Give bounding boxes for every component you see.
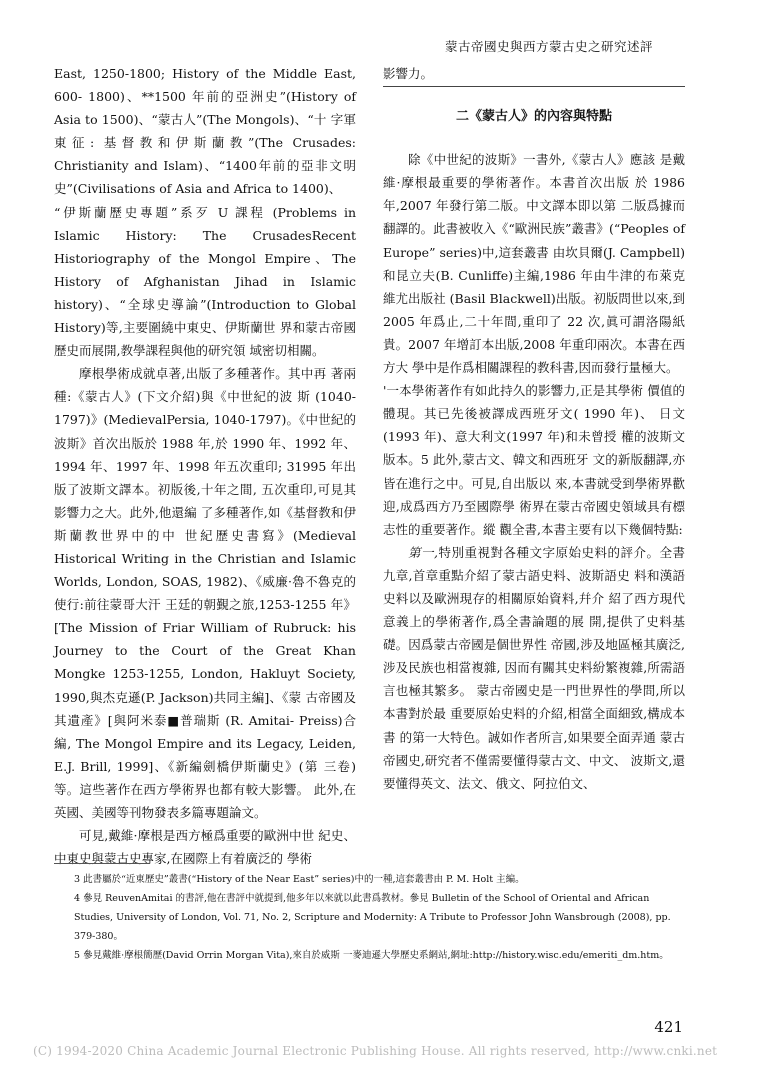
footnote-5: 5 參見戴維·摩根簡歷(David Orrin Morgan Vita),來自於威斯 一麥迪遜大學歷史系網站,網址:http://history.wisc.edu/emeriti_dm.htm。 (74, 950, 669, 961)
point-text: 特別重視對各種文字原始史料的評介。全書九章,首章重點介紹了蒙古語史料、波斯語史 料和漢語史料以及歐洲現存的相關原始資料,幷介 紹了西方現代意義上的學術著作,爲全書論題的展 開,提供了史料基礎。因爲蒙古帝國是個世界性 帝國,涉及地區極其廣泛,涉及民族也相當複雜, 因而有關其史料紛繁複雜,所需語言也極其繁多。 蒙古帝國史是一門世界性的學問,所以本書對於最 重要原始史料的介紹,相當全面細致,構成本書 的第一大特色。誠如作者所言,如果要全面弄通 蒙古帝國史,研究者不僅需要懂得蒙古文、中文、 波斯文,還要懂得英文、法文、俄文、阿拉伯文、 (383, 544, 685, 791)
footnote-4: 4 參見 ReuvenAmitai 的書評,他在書評中就提到,他多年以來就以此書爲教材。參見 Bulletin of the School of Oriental and African Studies, University of London, Vol. 71, No. 2, Scripture and Modernity: A Tribute to Professor John Wansbrough (2008), pp. 379-380。 (74, 893, 671, 942)
footnotes (74, 870, 684, 965)
right-paragraph-0: 影響力。 (383, 66, 434, 81)
footnote-rule (54, 863, 150, 864)
left-paragraph-2: “伊斯蘭歷史專題”系歹 U 課程 (Problems in Islamic History: The CrusadesRecent Historiography of the Mongol Empire、The History of Afghanistan Jihad in Islamic history)、“全球史導論”(Introduction to Global History)等,主要圍繞中東史、伊斯蘭世 界和蒙古帝國歷史而展開,教學課程與他的研究領 域密切相關。 (54, 204, 356, 359)
right-column (383, 62, 685, 795)
left-paragraph-1: East, 1250-1800; History of the Middle East, 600- 1800)、**1500 年前的亞洲史”(History of Asia to 1500)、“蒙古人”(The Mongols)、“十 字軍東征: 基督教和伊斯蘭教”(The Crusades: Christianity and Islam)、“1400年前的亞非文明 史”(Civilisations of Asia and Africa to 1400)、 (54, 66, 356, 197)
page-number: 421 (654, 1018, 683, 1036)
section-title: 二《蒙古人》的內容與特點 (455, 109, 612, 125)
copyright-notice: (C) 1994-2020 China Academic Journal Electronic Publishing House. All rights reserved, http://www.cnki.net (33, 1044, 718, 1058)
left-column (54, 62, 356, 870)
right-paragraph-3 (383, 541, 685, 795)
footnote-3: 3 此書屬於“近東歷史”叢書(“History of the Near East” series)中的一種,這套叢書由 P. M. Holt 主編。 (74, 874, 525, 885)
right-paragraph-2: '一本學術著作有如此持久的影響力,正是其學術 價值的體現。其已先後被譯成西班牙文( 1990 年)、 日文(1993 年)、意大利文(1997 年)和未曾授 權的波斯文版本。5 此外,蒙古文、韓文和西班牙 文的新版翻譯,亦皆在進行之中。可見,自出版以 來,本書就受到學術界歡迎,成爲西方乃至國際學 術界在蒙古帝國史領域具有標志性的重要著作。縱 觀全書,本書主要有以下幾個特點: (383, 383, 685, 537)
running-header: 蒙古帝國史與西方蒙古史之研究述評 (444, 39, 653, 54)
left-paragraph-3: 摩根學術成就卓著,出版了多種著作。其中再 著兩種:《蒙古人》(下文介紹)與《中世紀的波 斯 (1040-1797)》(MedievalPersia, 1040-1797)。《中世紀的波斯》首次出版於 1988 年,於 1990 年、1992 年、1994 年、1997 年、1998 年五次重印; 31995 年出版了波斯文譯本。初版後,十年之間, 五次重印,可見其影響力之大。此外,他還編 了多種著作,如《基督教和伊斯蘭教世界中的中 世紀歷史書寫》(Medieval Historical Writing in the Christian and Islamic Worlds, London, SOAS, 1982)、《威廉·魯不魯克的使行:前往蒙哥大汗 王廷的朝覲之旅,1253-1255 年》[The Mission of Friar William of Rubruck: his Journey to the Court of the Great Khan Mongke 1253-1255, London, Hakluyt Society, 1990,與杰克遜(P. Jackson)共同主編]、《蒙 古帝國及其遺產》[與阿米泰■普瑞斯 (R. Amitai- Preiss)合編, The Mongol Empire and its Legacy, Leiden, E.J. Brill, 1999]、《新編劍橋伊斯蘭史》(第 三卷)等。這些著作在西方學術界也都有較大影響。 此外,在英國、美國等刊物發表多篇專題論文。 (54, 366, 356, 820)
left-paragraph-4: 可見,戴維·摩根是西方極爲重要的歐洲中世 紀史、中東史與蒙古史專家,在國際上有着廣泛的 學術 (54, 828, 356, 867)
point-label: 第一, (408, 544, 438, 560)
right-paragraph-1: 除《中世紀的波斯》一書外,《蒙古人》應該 是戴維·摩根最重要的學術著作。本書首次出版 於 1986 年,2007 年發行第二版。中文譯本即以第 二版爲據而翻譯的。此書被收入《“歐洲民族”叢書》(“Peoples of Europe” series)中,這套叢書 由坎貝爾(J. Campbell)和昆立夫(B. Cunliffe)主編,1986 年由牛津的布萊克維尤出版社 (Basil Blackwell)出版。初版問世以來,到 2005 年爲止,二十年間,重印了 22 次,眞可謂洛陽紙貴。2007 年增訂本出版,2008 年重印兩次。本書在西方大 學中是作爲相關課程的教科書,因而發行量極大。 (383, 152, 685, 376)
